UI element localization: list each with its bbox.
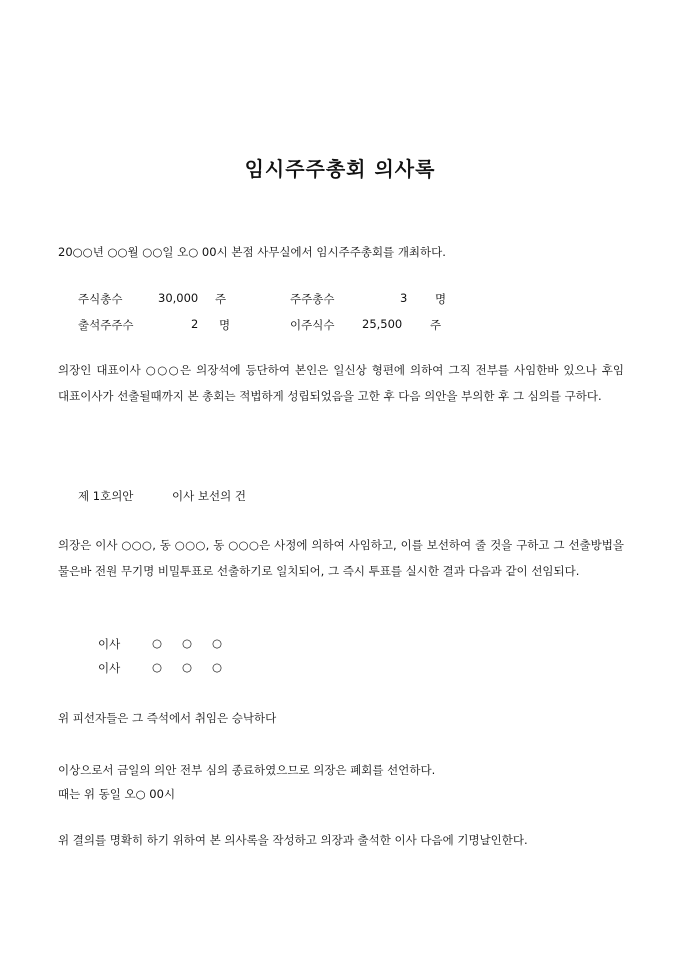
total-shares-unit: 주: [215, 292, 227, 306]
total-holders-label: 주주총수: [290, 292, 335, 306]
agenda-title: 제 1호의안: [78, 489, 134, 503]
elected-role-2: 이사: [98, 661, 121, 675]
present-shares-unit: 주: [430, 318, 442, 332]
closing-time-line: 때는 위 동일 오○ 00시: [58, 787, 176, 801]
present-holders-unit: 명: [219, 318, 231, 332]
agenda-body: 의장은 이사 ○○○, 동 ○○○, 동 ○○○은 사정에 의하여 사임하고, 이를 보선하여 줄 것을 구하고 그 선출방법을 물은바 전원 무기명 비밀투표로 선출하기로 일치되어, 그 즉시 투표를 실시한 결과 다음과 같이 선임되다.: [58, 538, 624, 578]
chair-declaration: 의장인 대표이사 ○○○은 의장석에 등단하여 본인은 일신상 형편에 의하여 그직 전부를 사임한바 있으나 후임 대표이사가 선출될때까지 본 총회는 적법하게 성립되었음을 고한 후 다음 의안을 부의한 후 그 심의를 구하다.: [58, 363, 624, 403]
present-holders-label: 출석주주수: [78, 318, 134, 332]
present-shares-value: 25,500: [362, 317, 403, 331]
acceptance-line: 위 피선자들은 그 즉석에서 취임은 승낙하다: [58, 711, 277, 725]
elected-role-1: 이사: [98, 637, 121, 651]
document-title: 임시주주총회 의사록: [244, 157, 436, 181]
present-shares-label: 이주식수: [290, 318, 335, 332]
closing-line: 이상으로서 금일의 의안 전부 심의 종료하였으므로 의장은 폐회를 선언하다.: [58, 763, 436, 777]
present-holders-value: 2: [191, 317, 199, 331]
total-holders-value: 3: [400, 291, 408, 305]
elected-name-2: ○ ○ ○: [152, 660, 223, 674]
elected-name-1: ○ ○ ○: [152, 636, 223, 650]
total-shares-value: 30,000: [158, 291, 199, 305]
opening-line: 20○○년 ○○월 ○○일 오○ 00시 본점 사무실에서 임시주주총회를 개최하다.: [58, 245, 446, 259]
total-holders-unit: 명: [435, 292, 447, 306]
agenda-subject: 이사 보선의 건: [172, 489, 246, 503]
final-statement: 위 결의를 명확히 하기 위하여 본 의사록을 작성하고 의장과 출석한 이사 다음에 기명날인한다.: [58, 833, 528, 847]
total-shares-label: 주식총수: [78, 292, 123, 306]
